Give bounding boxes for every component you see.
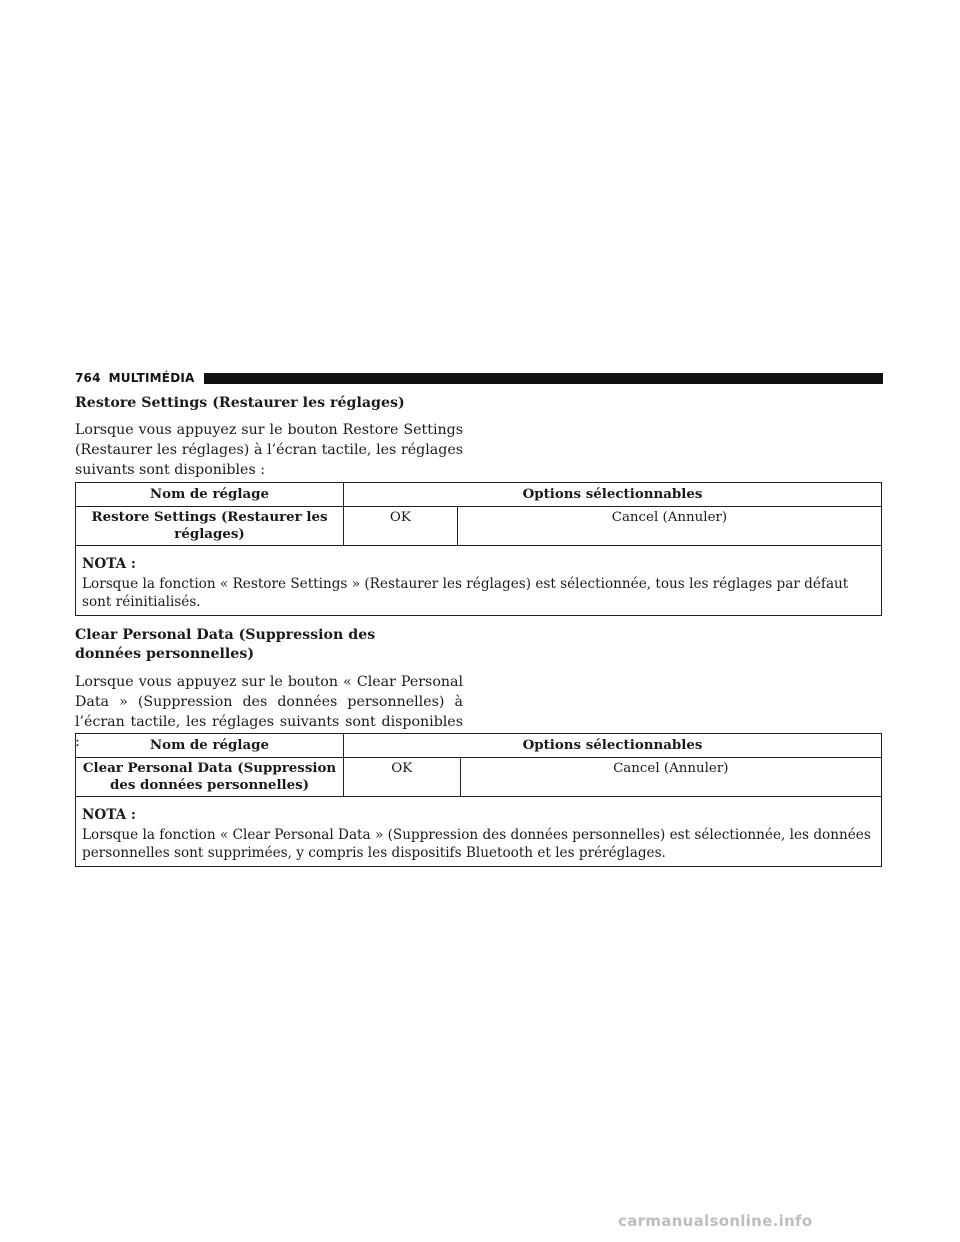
settings-table-restore <box>75 482 882 616</box>
watermark: carmanualsonline.info <box>618 1212 813 1230</box>
section-heading: Clear Personal Data (Suppression des données personnelles) <box>75 627 376 662</box>
note-text: Lorsque la fonction « Clear Personal Data » (Suppression des données personnelles) est sélectionnée, les données personnelles sont supprimées, y compris les dispositifs Bluetooth et les préréglages. <box>82 827 871 861</box>
column-header: Nom de réglage <box>76 483 344 507</box>
page-number: 764 <box>75 371 101 385</box>
note-cell <box>76 797 882 867</box>
page-header <box>75 368 883 388</box>
setting-name: Restore Settings (Restaurer les réglages) <box>76 507 344 546</box>
option-cancel: Cancel (Annuler) <box>457 507 881 546</box>
setting-name: Clear Personal Data (Suppression des données personnelles) <box>76 758 344 797</box>
note-label: NOTA : <box>82 807 136 823</box>
note-text: Lorsque la fonction « Restore Settings » (Restaurer les réglages) est sélectionnée, tous les réglages par défaut sont réinitialisés. <box>82 576 849 610</box>
note-cell <box>76 546 882 616</box>
section-name: MULTIMÉDIA <box>108 371 195 385</box>
settings-table-clear-data <box>75 733 882 867</box>
option-cancel: Cancel (Annuler) <box>460 758 881 797</box>
note-label: NOTA : <box>82 556 136 572</box>
column-header: Options sélectionnables <box>344 483 882 507</box>
option-ok: OK <box>344 507 458 546</box>
option-ok: OK <box>344 758 461 797</box>
section-restore-settings <box>75 394 463 480</box>
section-paragraph: Lorsque vous appuyez sur le bouton Restore Settings (Restaurer les réglages) à l’écran tactile, les réglages suivants sont disponibles : <box>75 422 463 478</box>
column-header: Nom de réglage <box>76 734 344 758</box>
column-header: Options sélectionnables <box>344 734 882 758</box>
header-rule <box>204 373 883 384</box>
section-paragraph: Lorsque vous appuyez sur le bouton « Clear Personal Data » (Suppression des données personnelles) à l’écran tactile, les réglages suivants sont disponibles : <box>75 674 463 750</box>
section-heading: Restore Settings (Restaurer les réglages) <box>75 395 405 411</box>
